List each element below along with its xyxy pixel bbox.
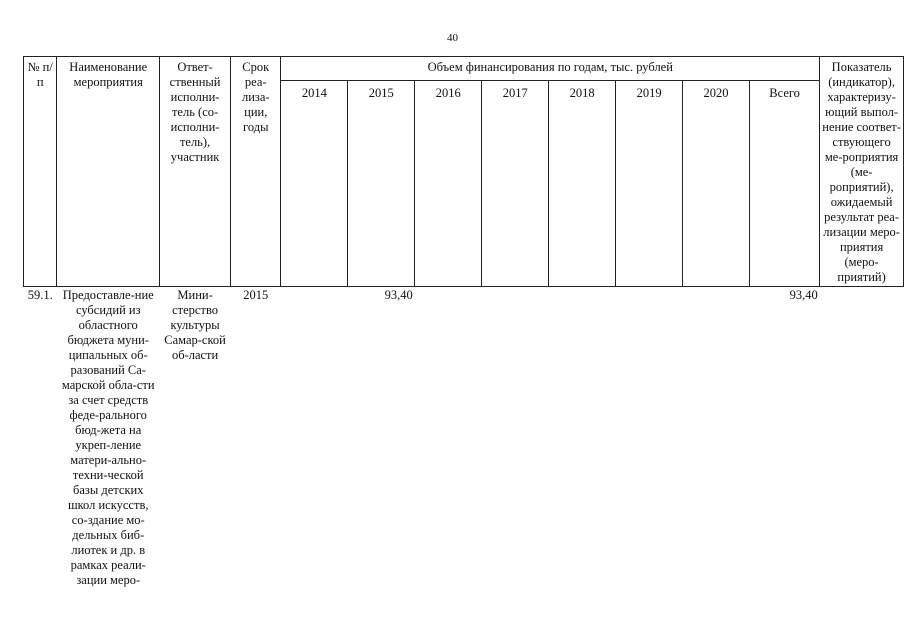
row-2017: [482, 287, 549, 590]
header-num: № п/п: [24, 57, 57, 287]
header-year-2016: 2016: [415, 80, 482, 286]
row-term: 2015: [243, 288, 269, 302]
page-number: 40: [447, 32, 458, 44]
row-2020: [683, 287, 750, 590]
row-2018: [549, 287, 616, 590]
funding-table: [23, 56, 904, 589]
row-2019: [616, 287, 683, 590]
header-year-2020: 2020: [683, 80, 750, 286]
table-row: [24, 287, 904, 590]
header-term: Срок реа-лиза-ции, годы: [231, 57, 281, 287]
row-2016: [415, 287, 482, 590]
row-indicator: [820, 287, 904, 590]
header-indicator: Показатель (индикатор), характеризу-ющий выпол-нение соответ-ствующего ме-роприятия (ме-роприятий), ожидаемый результат реа-лизации меро-приятия (меро-приятий): [820, 57, 904, 287]
header-responsible: Ответ-ственный исполни-тель (со-исполни-тель), участник: [160, 57, 231, 287]
header-year-2017: 2017: [482, 80, 549, 286]
row-total: 93,40: [789, 288, 818, 302]
row-2014: [281, 287, 348, 590]
row-name: Предоставле-ние субсидий из областного бюджета муни-ципальных об-разований Са-марской обла-сти за счет средств феде-рального бюд-жета на укреп-ление матери-ально-техни-ческой базы детских школ искусств, со-здание мо-дельных биб-лиотек и др. в рамках реали-зации меро-: [61, 288, 155, 587]
row-responsible: Мини-стерство культуры Самар-ской об-ласти: [164, 288, 226, 362]
header-total: Всего: [750, 80, 820, 286]
header-year-2018: 2018: [549, 80, 616, 286]
header-year-2019: 2019: [616, 80, 683, 286]
header-year-2014: 2014: [281, 80, 348, 286]
header-name: Наименование мероприятия: [57, 57, 160, 287]
row-num: 59.1.: [27, 288, 53, 302]
row-2015: 93,40: [384, 288, 413, 302]
header-funding: Объем финансирования по годам, тыс. рублей: [281, 57, 820, 81]
header-year-2015: 2015: [348, 80, 415, 286]
